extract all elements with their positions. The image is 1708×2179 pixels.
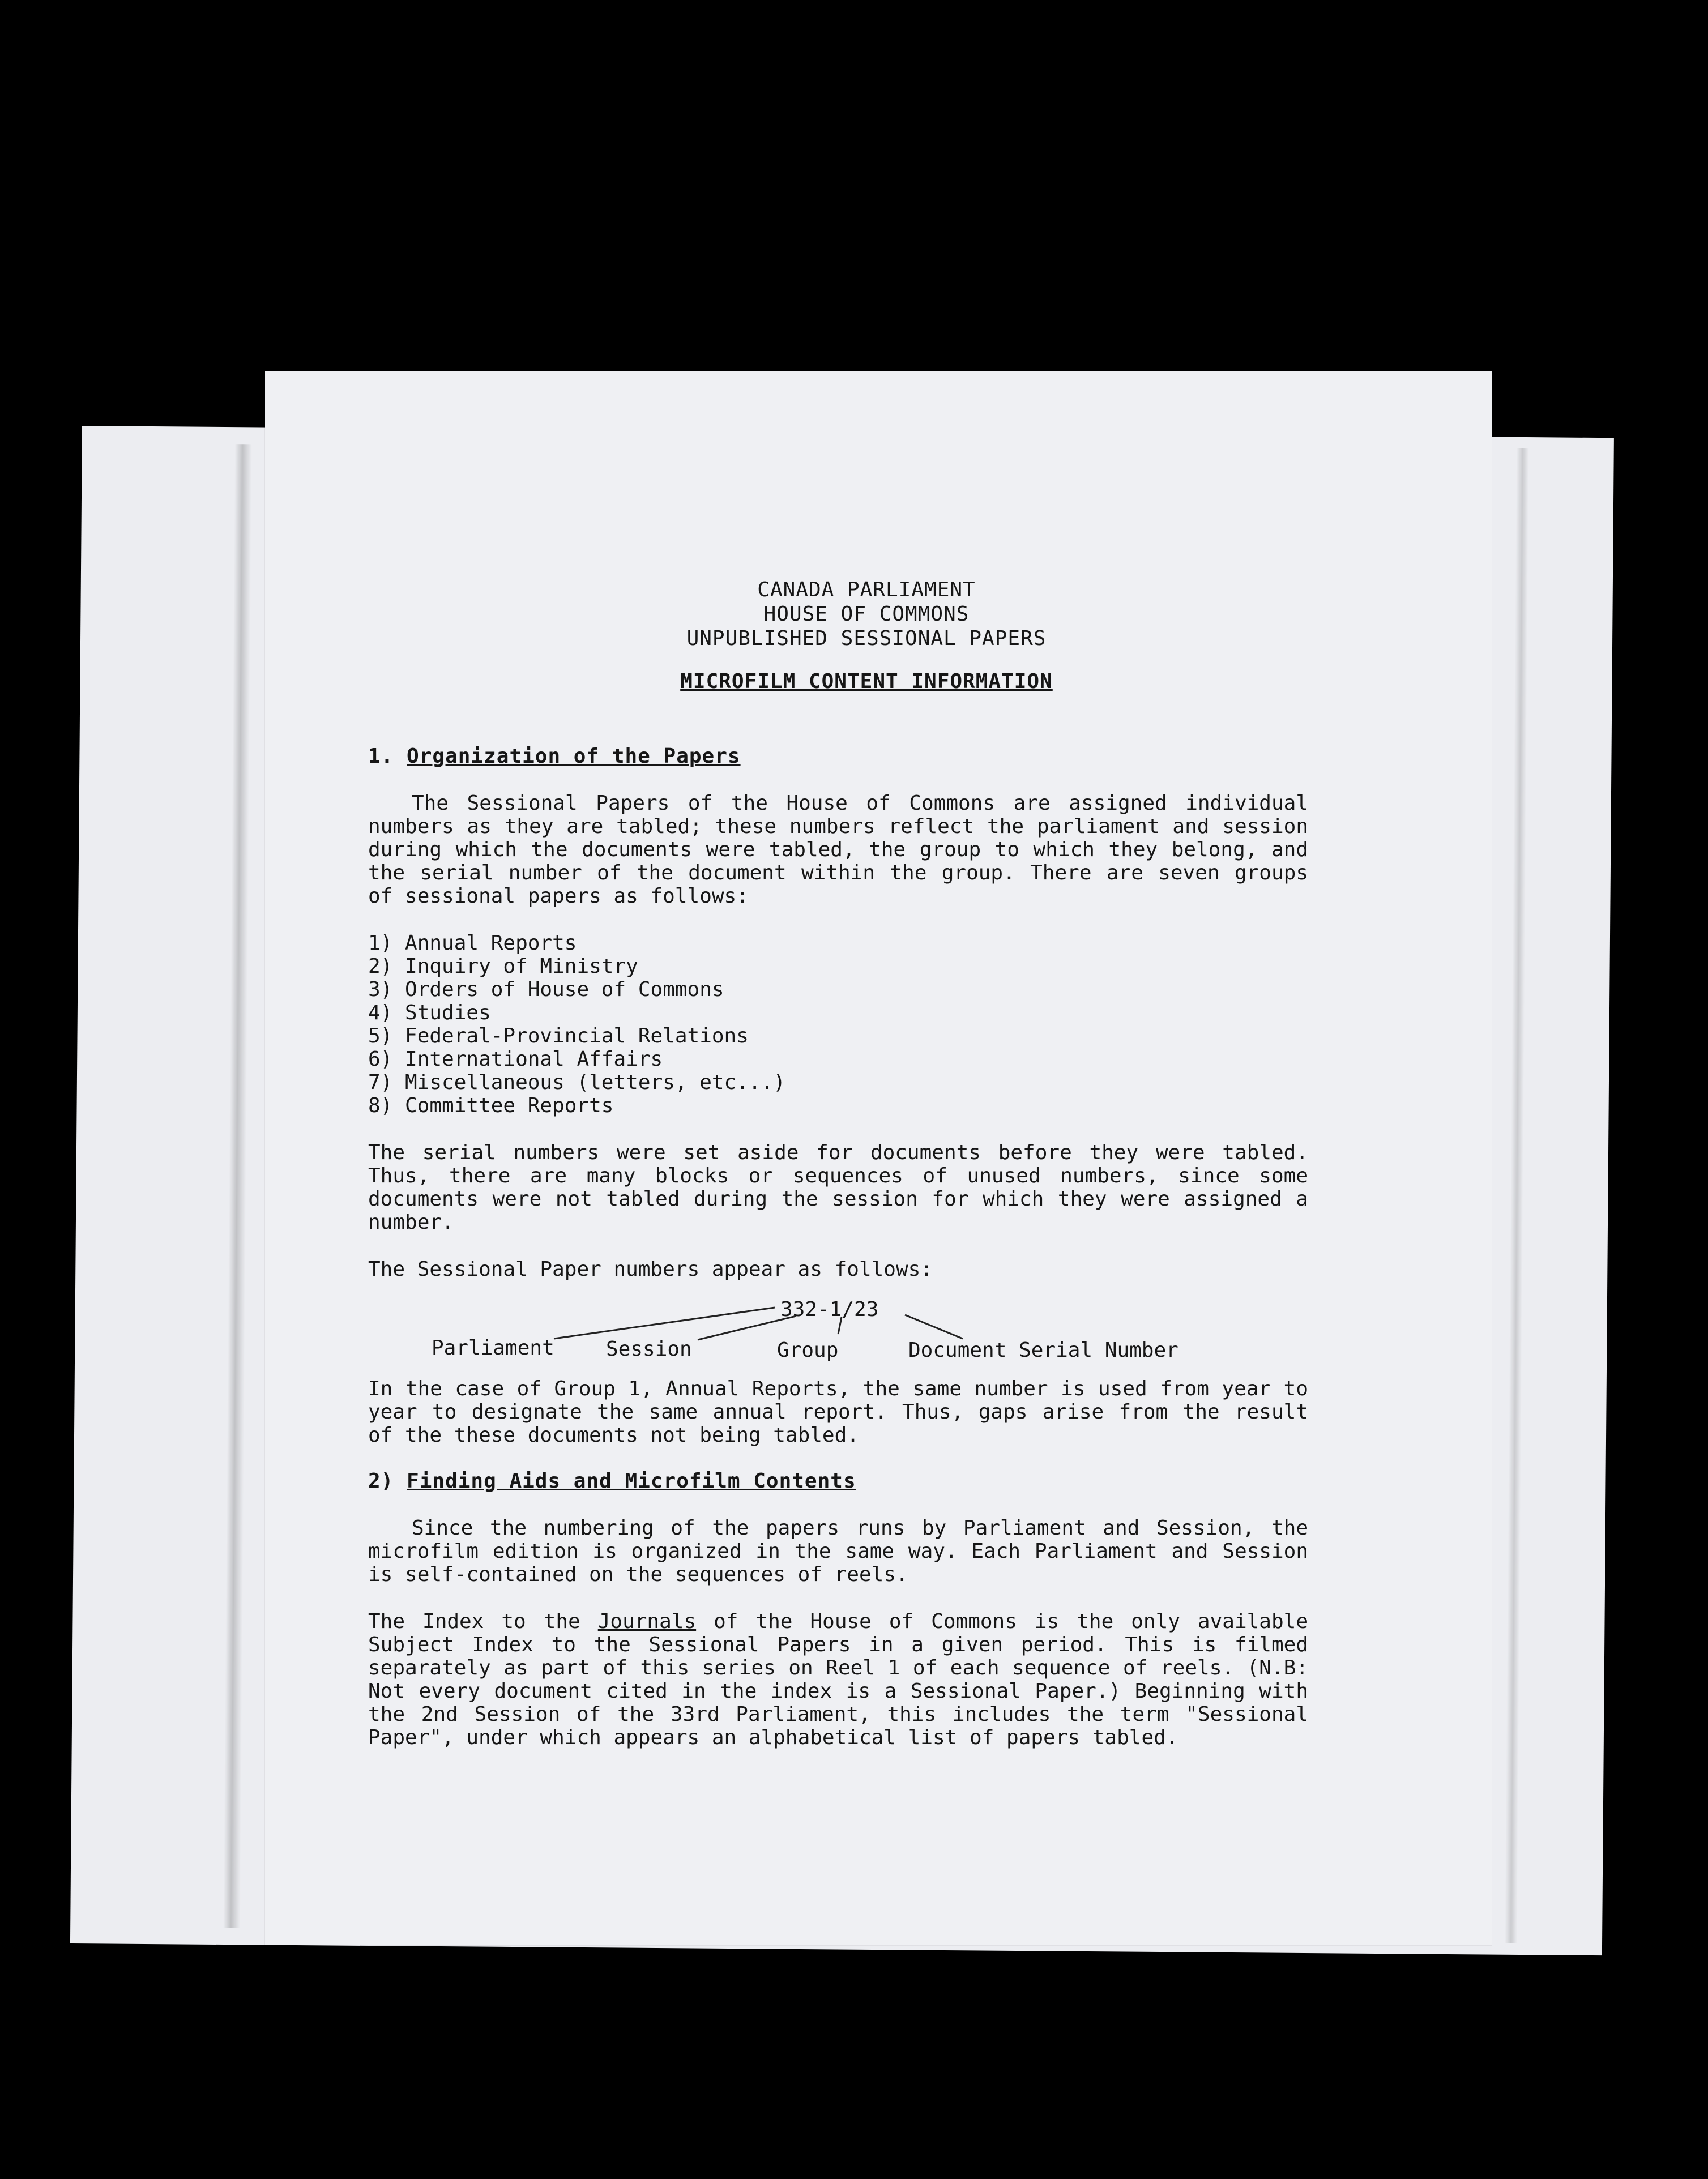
section-1-intro: The Sessional Papers of the House of Commons are assigned individual numbers as they are tabled; these numbers reflect the parliament and session during which the documents were tabled, the group to which they belong, and the serial number of the document within the group. There are seven groups of sessional papers as follows: [368, 792, 1308, 908]
section-1-number: 1. [368, 745, 394, 768]
section-1-heading [368, 745, 1308, 768]
diagram-number: 332-1/23 [780, 1298, 879, 1321]
group-1-paragraph: In the case of Group 1, Annual Reports, the same number is used from year to year to designate the same annual report. Thus, gaps arise from the result of the these documents not being tabled. [368, 1377, 1308, 1447]
serial-numbers-paragraph: The serial numbers were set aside for documents before they were tabled. Thus, there are many blocks or sequences of unused numbers, since some documents were not tabled during the session for which they were assigned a number. [368, 1141, 1308, 1234]
document-subtitle: MICROFILM CONTENT INFORMATION [680, 670, 1053, 693]
header-line-commons: HOUSE OF COMMONS [763, 603, 970, 626]
group-list-item: 4) Studies [368, 1001, 491, 1024]
document-header [368, 578, 1308, 694]
group-list-item: 7) Miscellaneous (letters, etc...) [368, 1071, 785, 1094]
para-2-text-after: of the House of Commons is the only available Subject Index to the Sessional Papers in a given period. This is filmed separately as part of this series on Reel 1 of each sequence of reels. (N.B: Not every document cited in the index is a Sessional Paper.) Beginning with the 2nd Session of the 33rd Parliament, this includes the term "Sessional Paper", under which appears an alphabetical list of papers tabled. [368, 1610, 1308, 1749]
diagram-label-group: Group [777, 1339, 839, 1362]
section-2-number: 2) [368, 1469, 394, 1493]
scan-streak-left [223, 444, 252, 1928]
group-list-item: 6) International Affairs [368, 1048, 663, 1071]
section-2-title: Finding Aids and Microfilm Contents [407, 1469, 856, 1493]
diagram-label-serial: Document Serial Number [908, 1339, 1178, 1362]
group-list [368, 932, 1308, 1117]
numbers-intro: The Sessional Paper numbers appear as follows: [368, 1258, 933, 1281]
section-2-heading [368, 1469, 1308, 1493]
journals-title: Journals [597, 1610, 697, 1633]
group-list-item: 8) Committee Reports [368, 1094, 614, 1117]
scan-streak-right [1505, 448, 1529, 1943]
group-list-item: 2) Inquiry of Ministry [368, 955, 638, 978]
group-list-item: 5) Federal-Provincial Relations [368, 1024, 749, 1048]
document-page [368, 578, 1308, 1749]
para-2-text-before: The Index to the [368, 1610, 598, 1633]
number-format-diagram [368, 1293, 1308, 1361]
section-2-paragraph-2 [368, 1610, 1308, 1749]
section-2-paragraph-1: Since the numbering of the papers runs by Parliament and Session, the microfilm edition is organized in the same way. Each Parliament and Session is self-contained on the sequences of reels. [368, 1516, 1308, 1586]
group-list-item: 3) Orders of House of Commons [368, 978, 724, 1001]
diagram-label-parliament: Parliament [432, 1336, 554, 1360]
header-line-papers: UNPUBLISHED SESSIONAL PAPERS [686, 627, 1047, 650]
group-list-item: 1) Annual Reports [368, 932, 577, 955]
header-line-parliament: CANADA PARLIAMENT [757, 578, 976, 601]
section-1-title: Organization of the Papers [407, 745, 741, 768]
diagram-label-session: Session [606, 1338, 692, 1361]
